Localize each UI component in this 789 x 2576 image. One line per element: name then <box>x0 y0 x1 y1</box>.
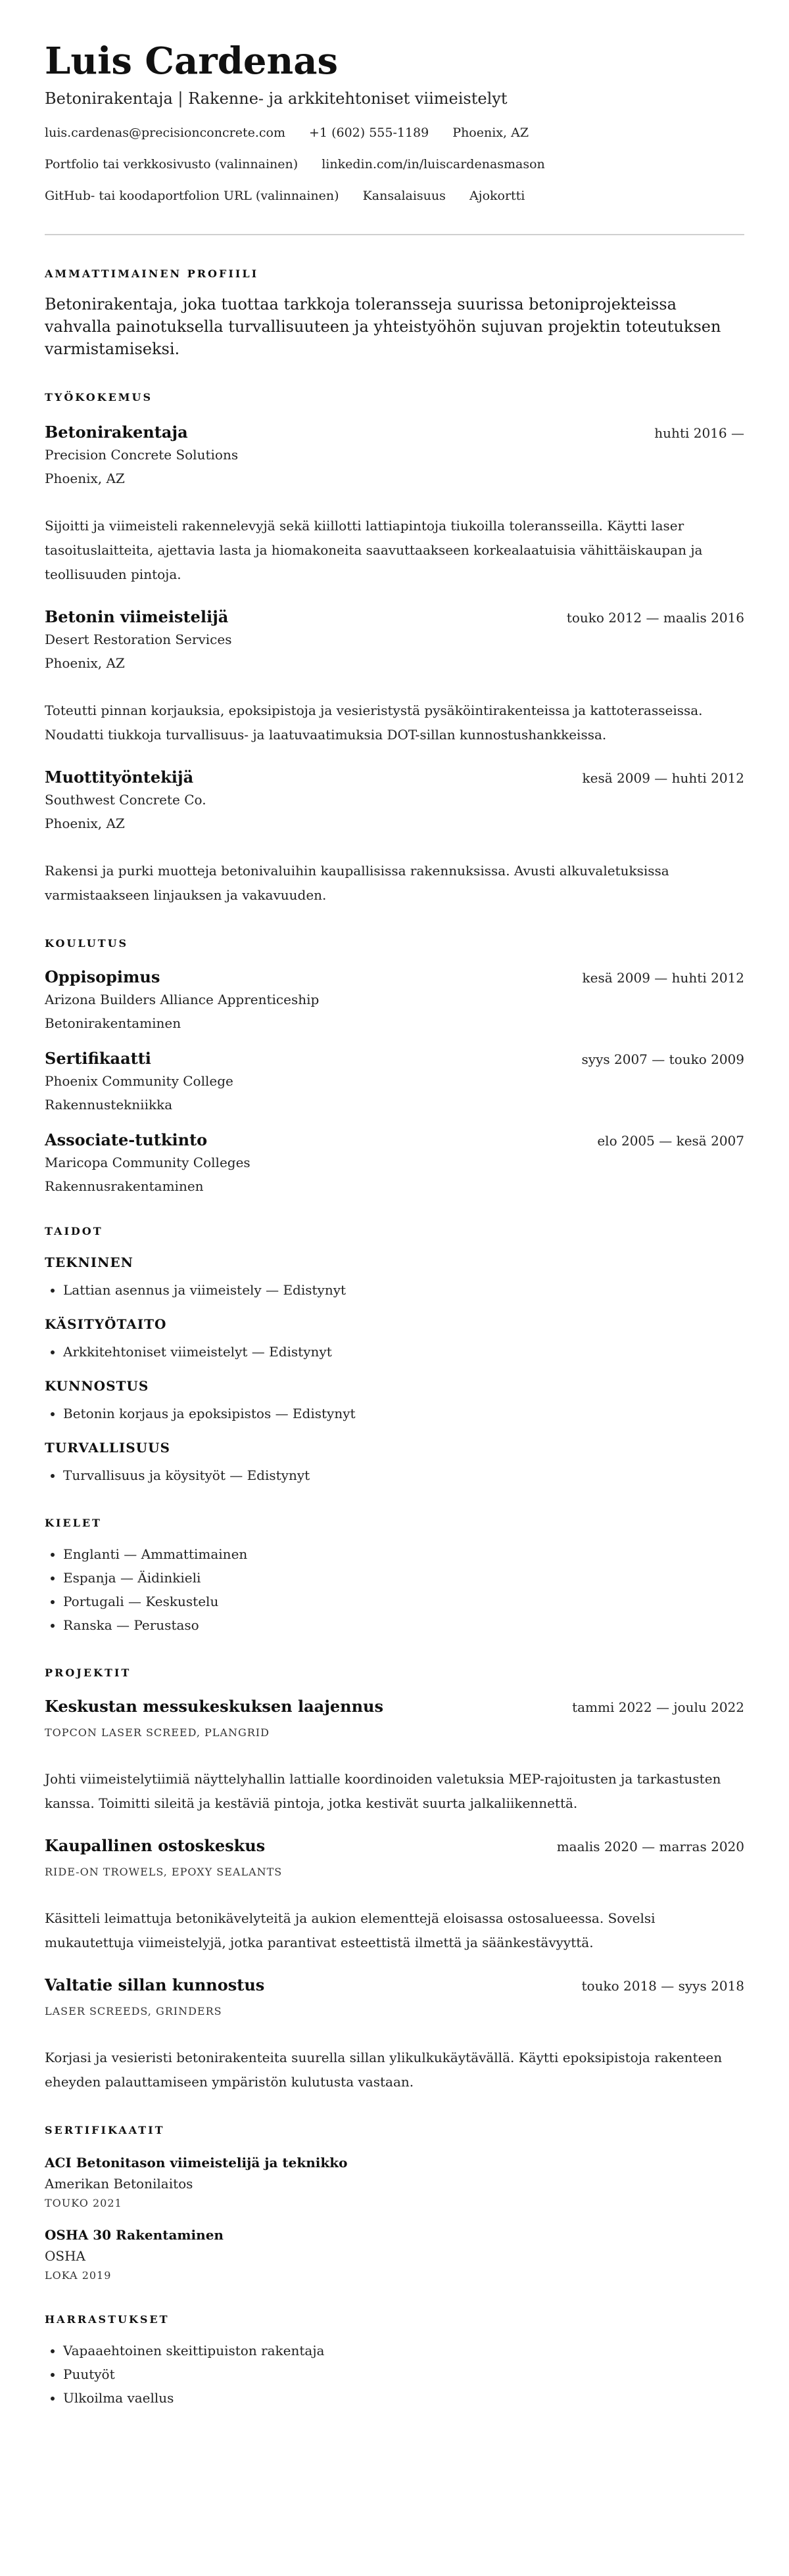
project-title: Kaupallinen ostoskeskus <box>45 1836 266 1855</box>
skill-category-title: KÄSITYÖTAITO <box>45 1316 167 1332</box>
experience-item <box>45 607 744 747</box>
github-link[interactable]: GitHub- tai koodaportfolion URL (valinnainen) <box>45 189 339 203</box>
certificate-title: ACI Betonitason viimeistelijä ja teknikko <box>45 2155 348 2171</box>
phone-number[interactable]: +1 (602) 555-1189 <box>309 126 429 140</box>
degree-title: Associate-tutkinto <box>45 1130 208 1149</box>
hobby-item: • Puutyöt <box>63 2362 744 2386</box>
candidate-name: Luis Cardenas <box>45 39 339 83</box>
languages-section <box>45 1516 744 1637</box>
skill-category <box>45 1377 744 1425</box>
project-description: Johti viimeistelytiimiä näyttelyhallin lattialle koordinoiden valetuksia MEP-rajoitusten ja tarkastusten kanssa. Toimitti sileitä ja kestäviä pintoja, jotka kestivät suurta jalkaliikennettä. <box>45 1771 721 1811</box>
job-role: Muottityöntekijä <box>45 768 194 787</box>
job-description: Toteutti pinnan korjauksia, epoksipistoja ja vesieristystä pysäköintirakenteissa ja kattoterasseissa. Noudatti tiukkoja turvallisuus- ja laatuvaatimuksia DOT-sillan kunnostushankkeissa. <box>45 702 703 743</box>
project-tools: RIDE-ON TROWELS, EPOXY SEALANTS <box>45 1866 283 1878</box>
degree-date: elo 2005 — kesä 2007 <box>597 1133 744 1149</box>
hobby-item: • Ulkoilma vaellus <box>63 2386 744 2410</box>
skill-category-title: TURVALLISUUS <box>45 1440 170 1456</box>
education-heading: KOULUTUS <box>45 937 129 950</box>
languages-heading: KIELET <box>45 1517 102 1529</box>
profile-heading: AMMATTIMAINEN PROFIILI <box>45 267 259 280</box>
driving-license: Ajokortti <box>469 189 525 203</box>
degree-title: Sertifikaatti <box>45 1049 151 1068</box>
education-item <box>45 1130 744 1195</box>
project-title: Valtatie sillan kunnostus <box>45 1975 265 1994</box>
job-role: Betonin viimeistelijä <box>45 607 229 626</box>
project-date: tammi 2022 — joulu 2022 <box>572 1699 744 1715</box>
experience-heading: TYÖKOKEMUS <box>45 391 153 403</box>
portfolio-link[interactable]: Portfolio tai verkkosivusto (valinnainen) <box>45 157 299 172</box>
project-item <box>45 1975 744 2094</box>
skill-category <box>45 1315 744 1364</box>
job-company: Desert Restoration Services <box>45 632 232 647</box>
contact-row-3 <box>45 187 744 205</box>
certificates-section <box>45 2123 744 2284</box>
nationality: Kansalaisuus <box>362 189 446 203</box>
skill-item: • Betonin korjaus ja epoksipistos — Edistynyt <box>63 1402 744 1425</box>
degree-date: kesä 2009 — huhti 2012 <box>582 970 744 986</box>
job-description: Rakensi ja purki muotteja betonivaluihin kaupallisissa rakennuksissa. Avusti alkuvaletuksissa varmistaakseen linjauksen ja vakavuuden. <box>45 863 669 903</box>
profile-text: Betonirakentaja, joka tuottaa tarkkoja toleransseja suurissa betoniprojekteissa vahvalla painotuksella turvallisuuteen ja yhteistyöhön sujuvan projektin toteutuksen varmistamiseksi. <box>45 295 721 358</box>
education-item <box>45 1048 744 1114</box>
skill-category-title: KUNNOSTUS <box>45 1378 149 1394</box>
certificate-issuer: Amerikan Betonilaitos <box>45 2176 193 2192</box>
contact-row-1 <box>45 124 744 142</box>
study-field: Betonirakentaminen <box>45 1015 181 1031</box>
skill-item: • Lattian asennus ja viimeistely — Edistynyt <box>63 1278 744 1302</box>
certificate-item <box>45 2226 744 2284</box>
degree-date: syys 2007 — touko 2009 <box>581 1051 744 1067</box>
project-description: Käsitteli leimattuja betonikävelyteitä ja aukion elementtejä eloisassa ostosalueessa. Sovelsi mukautettuja viimeistelyjä, jotka parantivat esteettistä ilmettä ja säänkestävyyttä. <box>45 1910 656 1950</box>
skill-item: • Turvallisuus ja köysityöt — Edistynyt <box>63 1463 744 1487</box>
projects-section <box>45 1666 744 2094</box>
education-section <box>45 936 744 1195</box>
skills-section <box>45 1224 744 1487</box>
certificates-heading: SERTIFIKAATIT <box>45 2124 165 2136</box>
job-location: Phoenix, AZ <box>45 655 125 671</box>
project-item <box>45 1835 744 1955</box>
header-divider <box>45 234 744 235</box>
job-role: Betonirakentaja <box>45 423 188 442</box>
certificate-issuer: OSHA <box>45 2248 85 2264</box>
skill-category <box>45 1438 744 1487</box>
job-title: Betonirakentaja | Rakenne- ja arkkitehtoniset viimeistelyt <box>45 89 508 108</box>
project-tools: TOPCON LASER SCREED, PLANGRID <box>45 1726 270 1739</box>
certificate-item <box>45 2153 744 2211</box>
skills-heading: TAIDOT <box>45 1225 103 1237</box>
location: Phoenix, AZ <box>452 126 529 140</box>
project-title: Keskustan messukeskuksen laajennus <box>45 1697 384 1716</box>
hobbies-section <box>45 2312 744 2410</box>
email-link[interactable]: luis.cardenas@precisionconcrete.com <box>45 126 285 140</box>
language-item: • Portugali — Keskustelu <box>63 1590 744 1613</box>
language-item: • Espanja — Äidinkieli <box>63 1566 744 1590</box>
language-item: • Englanti — Ammattimainen <box>63 1542 744 1566</box>
job-location: Phoenix, AZ <box>45 816 125 831</box>
hobbies-heading: HARRASTUKSET <box>45 2313 170 2326</box>
profile-section <box>45 267 744 360</box>
job-date: touko 2012 — maalis 2016 <box>566 610 744 626</box>
experience-item <box>45 422 744 587</box>
projects-heading: PROJEKTIT <box>45 1667 132 1679</box>
project-date: maalis 2020 — marras 2020 <box>556 1839 744 1854</box>
linkedin-link[interactable]: linkedin.com/in/luiscardenasmason <box>322 157 545 172</box>
project-date: touko 2018 — syys 2018 <box>581 1978 744 1994</box>
certificate-date: TOUKO 2021 <box>45 2197 122 2209</box>
school-name: Phoenix Community College <box>45 1073 233 1089</box>
school-name: Arizona Builders Alliance Apprenticeship <box>45 992 320 1007</box>
job-company: Southwest Concrete Co. <box>45 792 206 808</box>
experience-item <box>45 767 744 908</box>
job-description: Sijoitti ja viimeisteli rakennelevyjä sekä kiillotti lattiapintoja tiukoilla toleransseilla. Käytti laser tasoituslaitteita, ajettavia lasta ja hiomakoneita saavuttaakseen korkealaatuisia vähittäiskaupan ja teollisuuden pintoja. <box>45 518 703 582</box>
experience-section <box>45 390 744 908</box>
skill-category-title: TEKNINEN <box>45 1254 133 1270</box>
contact-row-2 <box>45 156 744 173</box>
skill-item: • Arkkitehtoniset viimeistelyt — Edistynyt <box>63 1340 744 1364</box>
project-item <box>45 1696 744 1816</box>
degree-title: Oppisopimus <box>45 967 160 986</box>
project-tools: LASER SCREEDS, GRINDERS <box>45 2005 222 2017</box>
certificate-title: OSHA 30 Rakentaminen <box>45 2227 224 2243</box>
job-date: huhti 2016 — <box>654 425 744 441</box>
school-name: Maricopa Community Colleges <box>45 1155 251 1170</box>
hobby-item: • Vapaaehtoinen skeittipuiston rakentaja <box>63 2339 744 2362</box>
certificate-date: LOKA 2019 <box>45 2269 112 2282</box>
education-item <box>45 967 744 1032</box>
skill-category <box>45 1253 744 1302</box>
job-date: kesä 2009 — huhti 2012 <box>582 770 744 786</box>
study-field: Rakennusrakentaminen <box>45 1178 204 1194</box>
project-description: Korjasi ja vesieristi betonirakenteita suurella sillan ylikulkukäytävällä. Käytti epoksipistoja rakenteen eheyden palauttamiseen ympäristön kulutusta vastaan. <box>45 2050 723 2090</box>
language-item: • Ranska — Perustaso <box>63 1613 744 1637</box>
job-location: Phoenix, AZ <box>45 471 125 486</box>
resume-header <box>45 38 744 205</box>
study-field: Rakennustekniikka <box>45 1097 173 1113</box>
job-company: Precision Concrete Solutions <box>45 447 239 463</box>
